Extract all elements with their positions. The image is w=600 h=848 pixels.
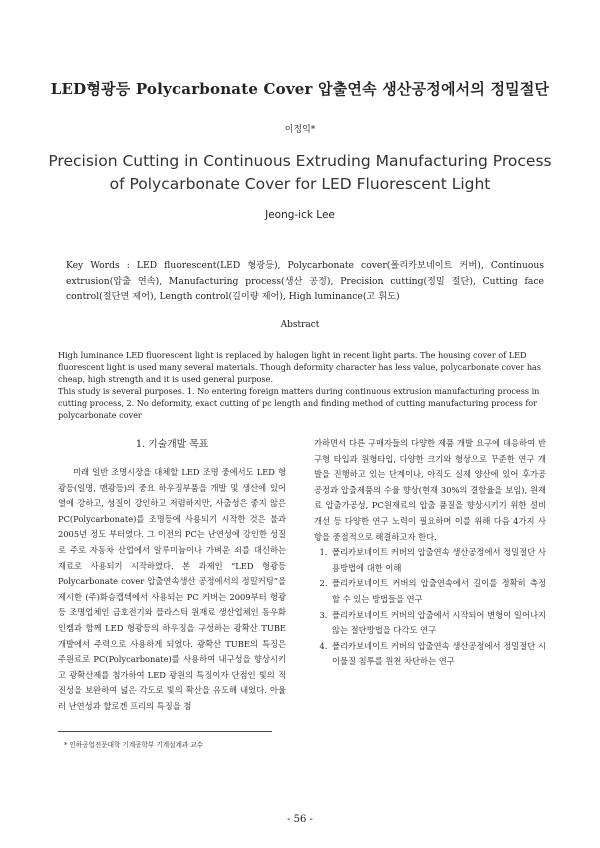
goal-item: 4. 폴리카보네이트 커버의 압출연속 생산공정에서 정밀절단 시 이물질 침투를 원천 차단하는 연구 — [330, 639, 546, 670]
goal-item: 2. 폴리카보네이트 커버의 압출연속에서 길이를 정확히 측정 할 수 있는 방법들을 연구 — [330, 576, 546, 607]
body-paragraph: 미래 일반 조명시장을 대체할 LED 조명 중에서도 LED 형광등(일명, 맨광등)의 중요 하우징부품을 개발 및 생산에 있어 열에 강하고, 성질이 강인하고 저렴하지만, 사출성은 좋지 않은 PC(Polycarbonate)를 조명등에 사용되기 시작한 것은 불과 2005년 정도 부터였다. 그 이전의 PC는 난연성에 강인한 성질로 주로 자동차 산업에서 알루미늄이나 가벼운 쇠를 대신하는 재료로 사용되기 시작하였다. 본 과제인 “LED 형광등 Polycarbonate cover 압출연속생산 공정에서의 정밀커팅”을 제시한 (주)화승캡텍에서 사용되는 PC 커버는 2009부터 형광등 조명업체인 금호전기와 플라스틱 원재료 생산업체인 동우화인켐과 함께 LED 형광등의 하우징을 구성하는 광확산 TUBE 개발에서 주력으로 사용하게 되었다. 광확산 TUBE의 특징은 주원료로 PC(Polycarbonate)를 사용하여 내구성을 향상시키고 광확산제를 첨가하여 LED 광원의 특징이자 단점인 빛의 직진성을 보완하여 넓은 각도로 빛의 확산을 유도해 내었다. 아울러 난연성과 할로겐 프리의 특징을 첨 — [58, 467, 286, 711]
paper-title-english — [40, 150, 560, 196]
paper-title-korean: LED형광등 Polycarbonate Cover 압출연속 생산공정에서의 정밀절단 — [50, 80, 550, 98]
goal-item: 3. 폴리카보네이트 커버의 압출에서 시작되어 변형이 일어나지 않는 절단방법을 다각도 연구 — [330, 608, 546, 639]
title-en-line-2: of Polycarbonate Cover for LED Fluorescent Light — [109, 175, 491, 193]
page-number: - 56 - — [287, 814, 313, 825]
author-name-english: Jeong-ick Lee — [265, 209, 335, 221]
body-paragraph: 가하면서 다른 구매자들의 다양한 제품 개발 요구에 대응하여 반구형 타입과 원형타입, 다양한 크기와 형상으로 꾸준한 연구 개발을 진행하고 있는 단계이나, 아직도 실제 양산에 있어 후가공 공정과 압출제품의 수율 향상(현재 30%의 결함율을 보임), 원재료 압출가공성, PC원재료의 압출 품질을 향상시키기 위한 설비개선 등 다양한 연구 노력이 필요하며 이를 위해 다음 4가지 사항을 중점적으로 해결하고자 한다. — [314, 438, 546, 542]
abstract-paragraph: High luminance LED fluorescent light is replaced by halogen light in recent light parts. The housing cover of LED fluorescent light is used many several materials. Though deformity character has less value, polycarbonate cover has cheap, high strength and it is used general purpose. — [58, 350, 542, 384]
footnote-divider — [58, 731, 272, 732]
keywords: Key Words : LED fluorescent(LED 형광등), Polycarbonate cover(폴리카보네이트 커버), Continuous extrusion(압출 연속), Manufacturing process(생산 공정), Precision cutting(정밀 절단), Cutting face control(절단면 제어), Length control(길이량 제어), High luminance(고 휘도) — [66, 260, 544, 302]
abstract-heading: Abstract — [280, 320, 320, 330]
title-en-line-1: Precision Cutting in Continuous Extruding Manufacturing Process — [48, 152, 552, 170]
footnote: * 인하공업전문대학 기계공학부 기계설계과 교수 — [64, 741, 204, 749]
goals-list — [314, 545, 546, 670]
section-title: 1. 기술개발 목표 — [135, 439, 209, 450]
abstract-paragraph: This study is several purposes. 1. No entering foreign matters during continuous extrusion manufacturing process in cutting process, 2. No deformity, exact cutting of pc length and finding method of cutting manufacturing process for polycarbonate cover — [58, 386, 540, 420]
left-column — [58, 465, 286, 715]
abstract-body — [58, 349, 544, 421]
author-name-korean: 이정익* — [284, 125, 316, 135]
right-column — [314, 436, 546, 670]
goal-item: 1. 폴리카보네이트 커버의 압출연속 생산공정에서 정밀절단 사용방법에 대한 이해 — [330, 545, 546, 576]
